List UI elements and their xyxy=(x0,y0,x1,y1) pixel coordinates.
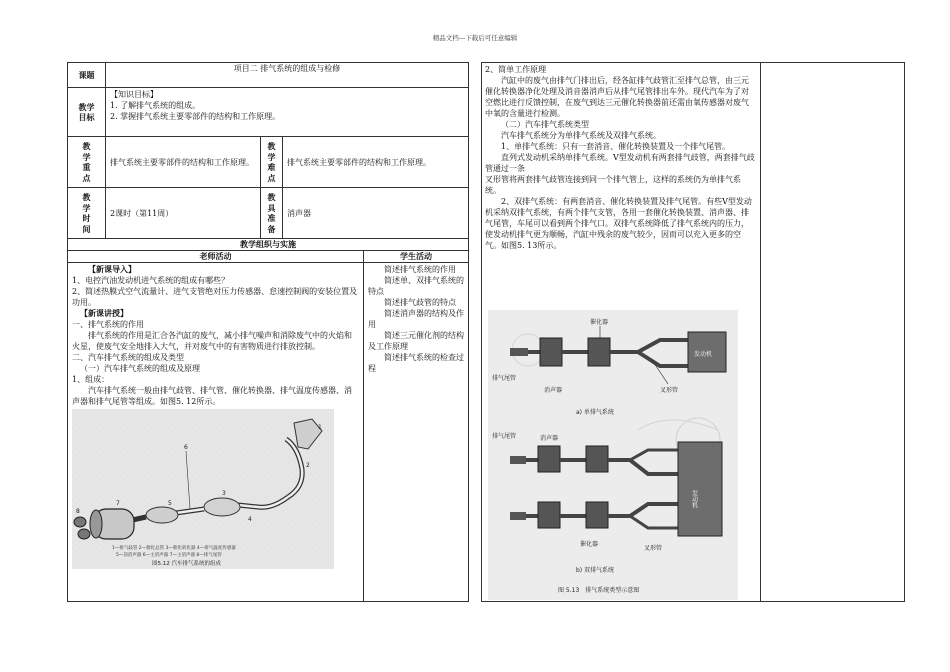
time-label: 教学时间 xyxy=(82,192,91,234)
fig12-num: 6 xyxy=(184,444,188,451)
fig13b-tail: 排气尾管 xyxy=(492,433,517,440)
student-item: 简述三元催化剂的结构及工作原理 xyxy=(368,331,464,351)
lecture-heading: 【新课讲授】 xyxy=(80,308,128,318)
fig12-num: 8 xyxy=(76,508,80,515)
fig13a-engine: 发动机 xyxy=(694,351,713,358)
section-2-title: 二、汽车排气系统的组成及类型 xyxy=(72,353,184,362)
single-system: 1、单排气系统：只有一套消音、催化转换装置及一个排气尾管。 xyxy=(501,142,731,151)
key-label: 教学重点 xyxy=(82,141,91,183)
fig12-num: 7 xyxy=(116,500,120,507)
right-side-column xyxy=(761,63,905,602)
composition-text: 汽车排气系统一般由排气歧管、排气管、催化转换器、排气温度传感器、消声器和排气尾管等组成。如图5. 12所示。 xyxy=(72,386,352,406)
goals-cell xyxy=(106,88,469,137)
goals-label: 教学目标 xyxy=(78,101,95,122)
section-1-title: 一、排气系统的作用 xyxy=(72,320,144,329)
fig13a-fork: 叉形管 xyxy=(660,387,679,394)
time-value: 2课时（第11周） xyxy=(106,188,261,239)
fig12-legend-1: 1—排气歧管 2—催化总管 3—催化转化器 4—排气温度传感器 xyxy=(112,546,236,551)
single-system-detail-b: 叉形管将两套排气歧管连接到同一个排气管上，这样的系统仍为单排气系统。 xyxy=(485,175,741,195)
fig13b-catalyst: 催化器 xyxy=(580,541,599,548)
fig13b-engine: 发动机 xyxy=(690,490,698,508)
fig13b-fork: 叉形管 xyxy=(644,545,663,552)
fig13b-muffler: 消声器 xyxy=(540,435,559,442)
intro-item: 2、简述热膜式空气流量计、进气支管绝对压力传感器、怠速控制阀的安装位置及功用。 xyxy=(72,287,358,307)
fig13-caption: 图 5.13 排气系统类型示意图 xyxy=(558,587,640,594)
topic-label: 课题 xyxy=(68,63,106,88)
single-system-detail-a: 直列式发动机采纳单排气系统。V型发动机有两套排气歧管，两套排气歧管通过一条 xyxy=(485,153,755,173)
principle-heading: 2、简单工作原理 xyxy=(485,65,547,74)
fig12-num: 4 xyxy=(248,516,252,523)
intro-heading: 【新课导入】 xyxy=(88,264,136,274)
fig12-num: 1 xyxy=(318,424,322,431)
types-intro: 汽车排气系统分为单排气系统及双排气系统。 xyxy=(501,131,661,140)
student-item: 简述排气系统的检查过程 xyxy=(368,353,464,373)
fig12-num: 3 xyxy=(222,490,226,497)
principle-text: 汽缸中的废气由排气门排出后，经各缸排气歧管汇至排气总管，由三元催化转换器净化处理及消音器消声后从排气尾管排出车外。现代汽车为了对空燃比进行反馈控制，在废气到达三元催化转换器前还需由氧传感器对废气中氧的含量进行检测。 xyxy=(485,76,749,118)
section-2-1-title: （一）汽车排气系统的组成及原理 xyxy=(80,364,200,373)
exhaust-system-figure xyxy=(72,409,334,569)
student-activity-head: 学生活动 xyxy=(364,251,469,263)
section-title: 教学组织与实施 xyxy=(68,239,469,251)
student-item: 简述单、双排气系统的特点 xyxy=(368,276,464,296)
lesson-plan-table-left xyxy=(67,62,469,602)
topic-value: 项目二 排气系统的组成与检修 xyxy=(106,63,469,88)
types-heading: （二）汽车排气系统类型 xyxy=(501,120,589,129)
fig12-num: 2 xyxy=(306,462,310,469)
student-item: 简述消声器的结构及作用 xyxy=(368,309,464,329)
prep-value: 消声器 xyxy=(283,188,469,239)
fig13a-caption: a) 单排气系统 xyxy=(576,409,614,416)
teacher-activity xyxy=(68,263,364,602)
difficulty-label: 教学难点 xyxy=(267,141,276,183)
teacher-activity-head: 老师活动 xyxy=(68,251,364,263)
goals-heading: 【知识目标】 xyxy=(110,90,158,99)
section-2-1-1: 1、组成： xyxy=(72,375,110,384)
fig12-caption: 图5.12 汽车排气系统的组成 xyxy=(152,561,221,567)
student-item: 简述排气歧管的特点 xyxy=(384,298,456,307)
prep-label: 教具准备 xyxy=(267,192,276,234)
student-item: 简述排气系统的作用 xyxy=(384,265,456,274)
fig13a-muffler: 消声器 xyxy=(544,387,563,394)
intro-item: 1、电控汽油发动机进气系统的组成有哪些？ xyxy=(72,276,230,285)
goal-item: 1. 了解排气系统的组成。 xyxy=(110,101,201,110)
student-activity xyxy=(364,263,469,602)
exhaust-types-figure xyxy=(488,310,738,600)
difficulty-points: 排气系统主要零部件的结构和工作原理。 xyxy=(283,137,469,188)
dual-system: 2、双排气系统：有两套消音、催化转换装置及排气尾管。有些V型发动机采纳双排气系统，有两个排气支管，各用一套催化转换装置、消声器、排气尾管，车尾可以看到两个排气口。双排气系统降低了排气系统内的压力，使发动机排气更为顺畅，汽缸中残余的废气较少，因而可以充入更多的空气。如图5. 13所示。 xyxy=(485,197,752,250)
fig12-num: 5 xyxy=(168,500,172,507)
fig12-legend-2: 5—前消声器 6—主消声器 7—主消声器 8—排气尾管 xyxy=(116,553,222,558)
header-note: 精品文档---下载后可任意编辑 xyxy=(432,34,518,42)
fig13b-caption: b) 双排气系统 xyxy=(576,567,615,574)
fig13a-tail: 排气尾管 xyxy=(492,375,517,382)
key-points: 排气系统主要零部件的结构和工作原理。 xyxy=(106,137,261,188)
section-1-text: 排气系统的作用是汇合各汽缸的废气，减小排气噪声和消除废气中的火焰和火星，使废气安全地排入大气，并对废气中的有害物质进行排放控制。 xyxy=(72,331,352,351)
goal-item: 2. 掌握排气系统主要零部件的结构和工作原理。 xyxy=(110,112,281,121)
fig13a-catalyst: 催化器 xyxy=(590,319,609,326)
